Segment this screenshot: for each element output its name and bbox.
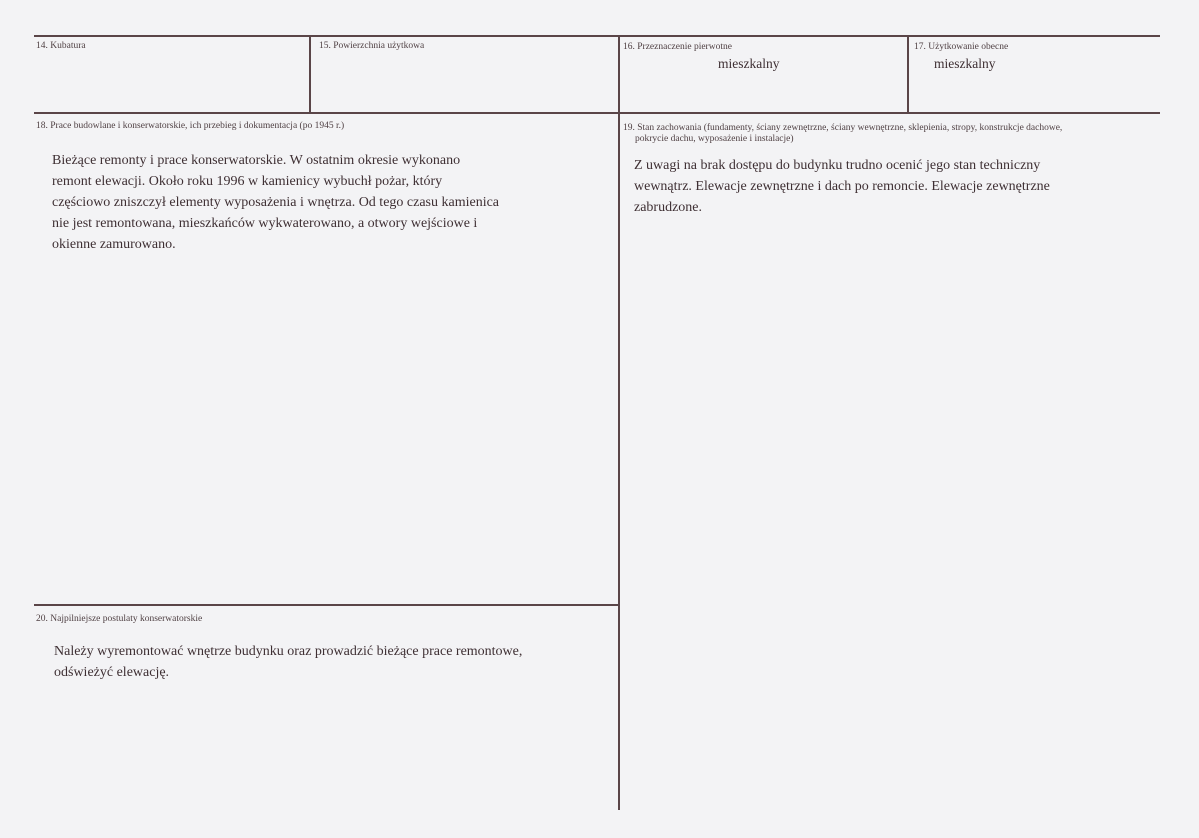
field-19-label-line: pokrycie dachu, wyposażenie i instalacje) (635, 134, 794, 144)
field-19-line: wewnątrz. Elewacje zewnętrzne i dach po remoncie. Elewacje zewnętrzne (634, 179, 1050, 194)
top-border-line (34, 35, 1160, 37)
field-18-line: remont elewacji. Około roku 1996 w kamienicy wybuchł pożar, który (52, 174, 443, 189)
field-19-label (623, 123, 1062, 145)
field-14-label: 14. Kubatura (36, 41, 86, 51)
field-17-label: 17. Użytkowanie obecne (914, 42, 1009, 52)
field-20-line: odświeżyć elewację. (54, 665, 170, 680)
divider-17-line (907, 35, 909, 113)
field-19-label-line: 19. Stan zachowania (fundamenty, ściany zewnętrzne, ściany wewnętrzne, sklepienia, stropy, konstrukcje dachowe, (623, 123, 1063, 133)
field-18-line: okienne zamurowano. (52, 237, 176, 252)
field-15-label: 15. Powierzchnia użytkowa (319, 41, 425, 51)
field-19-text (634, 155, 1050, 218)
divider-15-line (309, 35, 311, 113)
field-16-value: mieszkalny (718, 56, 780, 71)
field-19-line: zabrudzone. (634, 200, 703, 215)
field-20-line: Należy wyremontować wnętrze budynku oraz prowadzić bieżące prace remontowe, (54, 644, 523, 659)
field-16-label: 16. Przeznaczenie pierwotne (623, 42, 732, 52)
field-20-text (54, 641, 522, 683)
field-19-line: Z uwagi na brak dostępu do budynku trudno ocenić jego stan techniczny (634, 158, 1041, 173)
field-18-line: częściowo zniszczył elementy wyposażenia i wnętrza. Od tego czasu kamienica (52, 195, 500, 210)
field-18-line: Bieżące remonty i prace konserwatorskie. W ostatnim okresie wykonano (52, 153, 461, 168)
field-18-label: 18. Prace budowlane i konserwatorskie, ich przebieg i dokumentacja (po 1945 r.) (36, 121, 345, 131)
field-20-label: 20. Najpilniejsze postulaty konserwatorskie (36, 614, 203, 624)
row-divider-line (34, 112, 1160, 114)
section-20-top-line (34, 604, 619, 606)
center-divider-line (618, 35, 620, 810)
field-18-line: nie jest remontowana, mieszkańców wykwaterowano, a otwory wejściowe i (52, 216, 478, 231)
field-18-text (52, 150, 499, 255)
field-17-value: mieszkalny (934, 56, 996, 71)
